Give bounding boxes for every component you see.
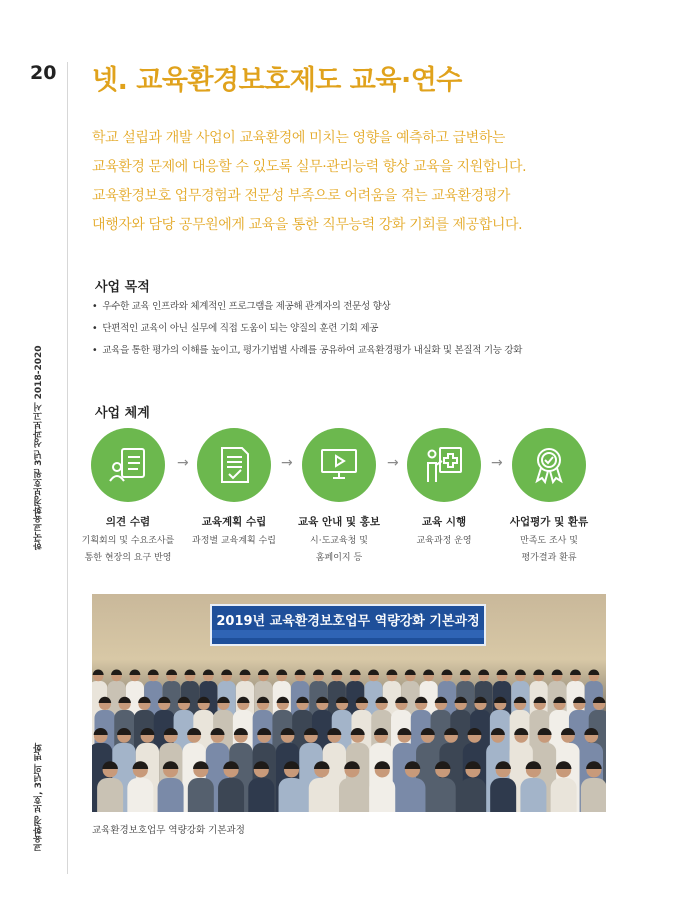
person-silhouette [127, 778, 153, 812]
person-hair [111, 670, 122, 675]
step-title: 교육계획 수립 [201, 516, 267, 528]
person-hair [350, 670, 361, 675]
person-silhouette [581, 778, 606, 812]
award-badge-icon [512, 428, 586, 502]
person-hair [166, 670, 177, 675]
flow-arrow: → [491, 455, 503, 471]
person-hair [276, 670, 287, 675]
person-hair [478, 670, 489, 675]
person-hair [442, 670, 453, 675]
step-title: 사업평가 및 환류 [509, 516, 589, 528]
banner-subline [212, 630, 484, 638]
person-silhouette [218, 778, 244, 812]
step-desc: 만족도 조사 및 평가결과 환류 [520, 536, 578, 563]
person-hair [460, 670, 471, 675]
person-hair [148, 670, 159, 675]
video-monitor-icon [302, 428, 376, 502]
step-title: 의견 수렴 [105, 516, 151, 528]
step-opinion [73, 428, 183, 567]
person-hair [295, 670, 306, 675]
intro-text [92, 124, 652, 240]
person-silhouette [369, 778, 395, 812]
crowd-illustration [92, 656, 606, 812]
purpose-list [92, 296, 522, 362]
person-hair [515, 670, 526, 675]
step-execution [389, 428, 499, 550]
person-silhouette [309, 778, 335, 812]
intro-line: 학교 설립과 개발 사업이 교육환경에 미치는 영향을 예측하고 급변하는 [92, 130, 505, 146]
step-title: 교육 시행 [421, 516, 467, 528]
person-silhouette [399, 778, 425, 812]
group-photo [92, 594, 606, 812]
person-silhouette [520, 778, 546, 812]
flow-arrow: → [281, 455, 293, 471]
photo-caption: 교육환경보호업무 역량강화 기본과정 [92, 825, 245, 836]
process-flow [0, 428, 700, 568]
person-silhouette [460, 778, 486, 812]
intro-line: 교육환경 문제에 대응할 수 있도록 실무·관리능력 향상 교육을 지원합니다. [92, 159, 527, 175]
person-hair [386, 670, 397, 675]
lecture-board-icon [407, 428, 481, 502]
person-hair [552, 670, 563, 675]
intro-line: 교육환경보호 업무경험과 전문성 부족으로 어려움을 겪는 교육환경평가 [92, 188, 511, 204]
report-title-sidebar: 한국교육환경보호원 3년 성과보고서 2018-2020 [34, 345, 44, 550]
person-hair [533, 670, 544, 675]
person-silhouette [430, 778, 456, 812]
person-silhouette [97, 778, 123, 812]
person-silhouette [551, 778, 577, 812]
banner-text: 2019년 교육환경보호업무 역량강화 기본과정 [216, 614, 480, 629]
person-hair [570, 670, 581, 675]
survey-clipboard-icon [91, 428, 165, 502]
person-hair [423, 670, 434, 675]
purpose-item: • 우수한 교육 인프라와 체계적인 프로그램을 제공해 관계자의 전문성 향상 [92, 296, 522, 318]
person-silhouette [490, 778, 516, 812]
person-hair [588, 670, 599, 675]
chapter-title-sidebar: 교육환경 보호, 3년의 변화 [34, 742, 44, 852]
person-silhouette [188, 778, 214, 812]
purpose-item: • 교육을 통한 평가의 이해를 높이고, 평가기법별 사례를 공유하여 교육환경평가 내실화 및 본질적 기능 강화 [92, 340, 522, 362]
intro-line: 대행자와 담당 공무원에게 교육을 통한 직무능력 강화 기회를 제공합니다. [92, 217, 523, 233]
person-hair [497, 670, 508, 675]
purpose-heading: 사업 목적 [95, 280, 150, 295]
person-silhouette [158, 778, 184, 812]
person-hair [405, 670, 416, 675]
page-number: 20 [30, 62, 57, 84]
step-desc: 시·도교육청 및 홈페이지 등 [310, 536, 368, 563]
step-desc: 교육과정 운영 [416, 536, 472, 546]
step-title: 교육 안내 및 홍보 [298, 516, 380, 528]
plan-document-icon [197, 428, 271, 502]
person-hair [258, 670, 269, 675]
step-desc: 기획회의 및 수요조사를 통한 현장의 요구 반영 [81, 536, 175, 563]
person-silhouette [279, 778, 305, 812]
person-hair [185, 670, 196, 675]
person-hair [93, 670, 104, 675]
person-hair [129, 670, 140, 675]
person-hair [331, 670, 342, 675]
flow-arrow: → [387, 455, 399, 471]
person-hair [221, 670, 232, 675]
person-silhouette [339, 778, 365, 812]
system-heading: 사업 체계 [95, 406, 150, 421]
purpose-item: • 단편적인 교육이 아닌 실무에 직접 도움이 되는 양질의 훈련 기회 제공 [92, 318, 522, 340]
person-hair [313, 670, 324, 675]
step-plan [179, 428, 289, 550]
flow-arrow: → [177, 455, 189, 471]
step-evaluation [494, 428, 604, 567]
person-hair [203, 670, 214, 675]
step-promotion [284, 428, 394, 567]
event-banner [210, 604, 486, 646]
person-hair [240, 670, 251, 675]
section-title: 넷. 교육환경보호제도 교육·연수 [92, 65, 462, 96]
step-desc: 과정별 교육계획 수립 [192, 536, 276, 546]
person-hair [368, 670, 379, 675]
person-silhouette [248, 778, 274, 812]
